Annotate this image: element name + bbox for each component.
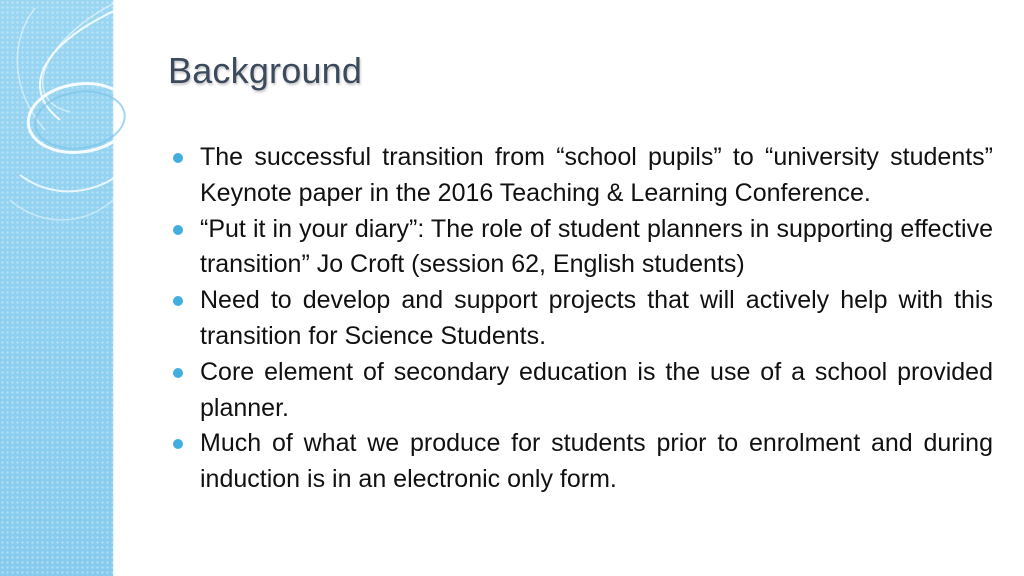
bullet-text: Need to develop and support projects that will actively help with this transition for Science Students. <box>200 286 993 350</box>
slide-title: Background <box>168 50 363 91</box>
bullet-text: Core element of secondary education is the use of a school provided planner. <box>200 357 993 422</box>
bullet-dot-icon <box>173 439 183 449</box>
bullet-dot-icon <box>173 368 183 378</box>
bullet-item <box>171 355 993 427</box>
bullet-text: “Put it in your diary”: The role of student planners in supporting effective transition” Jo Croft (session 62, English students) <box>200 214 993 279</box>
bullet-text: The successful transition from “school pupils” to “university students” Keynote paper in the 2016 Teaching & Learning Conference. <box>200 143 993 207</box>
bullet-dot-icon <box>173 153 183 163</box>
bullet-item <box>171 140 993 212</box>
bullet-list <box>171 140 993 498</box>
bullet-text: Much of what we produce for students prior to enrolment and during induction is in an electronic only form. <box>200 429 993 494</box>
bullet-dot-icon <box>173 225 183 235</box>
bullet-item <box>171 212 993 284</box>
bullet-item <box>171 283 993 355</box>
bullet-dot-icon <box>173 296 183 306</box>
bullet-item <box>171 426 993 498</box>
decorative-sidebar <box>0 0 114 576</box>
